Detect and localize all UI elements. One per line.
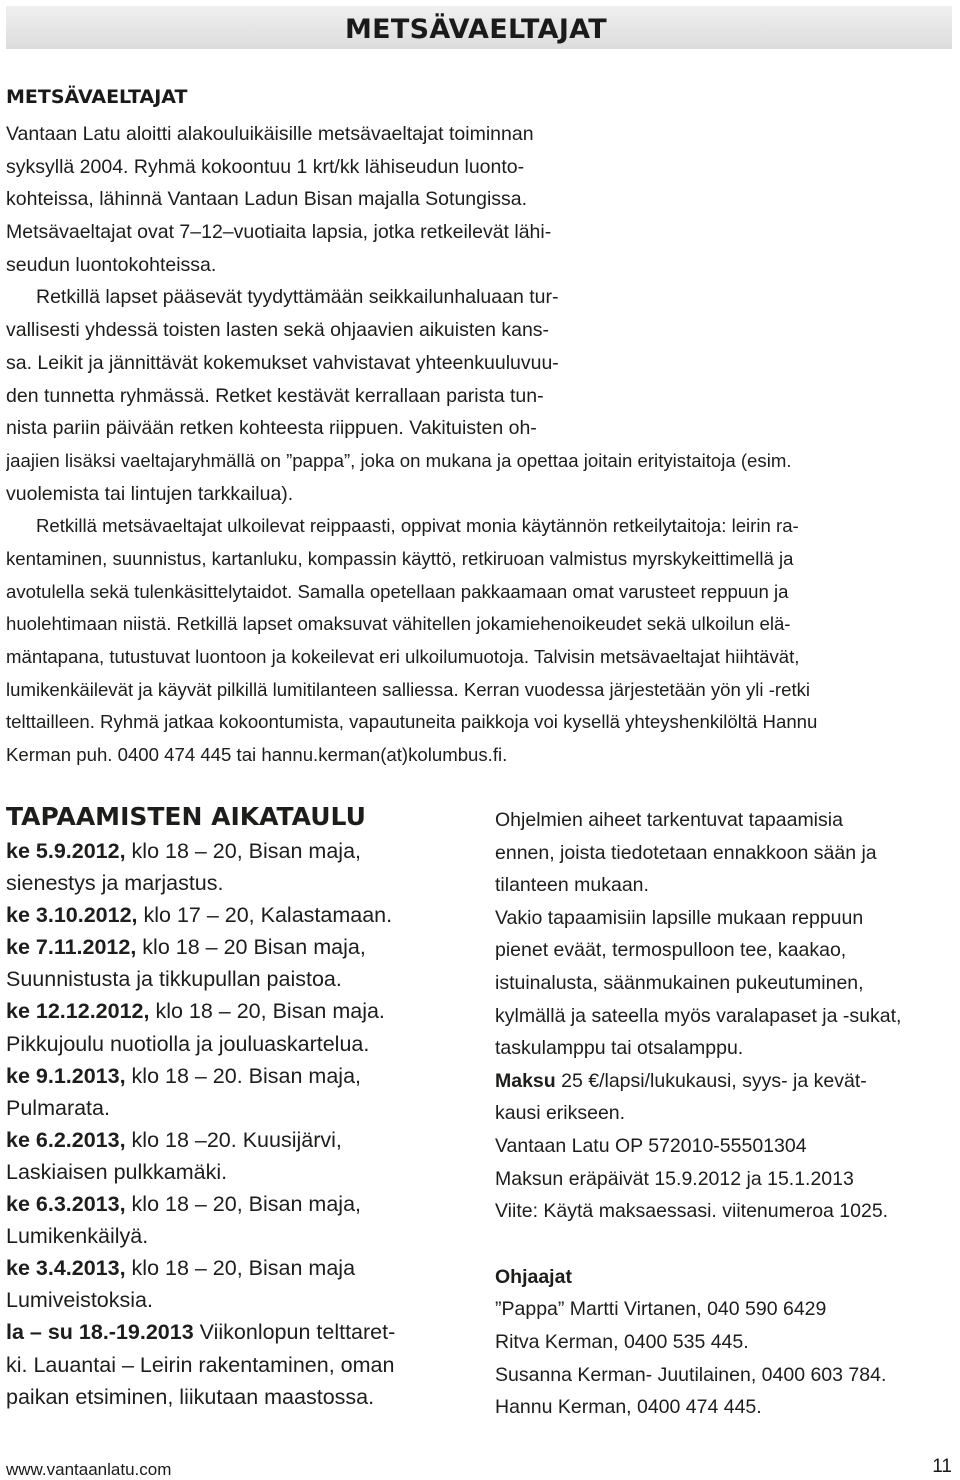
info-column (495, 804, 955, 1424)
schedule-date: ke 3.4.2013, (6, 1256, 126, 1281)
intro-line: Retkillä metsävaeltajat ulkoilevat reippaasti, oppivat monia käytännön retkeilytaitoja: leirin ra- (36, 515, 799, 537)
info-line (495, 1163, 955, 1196)
leaders-title (495, 1261, 955, 1294)
info-line (495, 1032, 955, 1065)
info-line (495, 934, 955, 967)
schedule-line (6, 1092, 466, 1124)
info-text: Ohjelmien aiheet tarkentuvat tapaamisia (495, 809, 843, 831)
info-line (495, 1097, 955, 1130)
schedule-line (6, 931, 466, 963)
info-text: istuinalusta, säänmukainen pukeutuminen, (495, 971, 864, 994)
info-label: Maksu (495, 1069, 556, 1092)
info-line (495, 837, 955, 870)
info-text: 25 €/lapsi/lukukausi, syys- ja kevät- (555, 1069, 867, 1092)
schedule-line (6, 1349, 466, 1381)
schedule-text: klo 18 – 20, Bisan maja (125, 1256, 356, 1281)
section-title: METSÄVAELTAJAT (6, 86, 188, 108)
intro-line: mäntapana, tutustuvat luontoon ja kokeilevat eri ulkoilumuotoja. Talvisin metsävaeltajat hiihtävät, (6, 646, 800, 667)
schedule-text: Suunnistusta ja tikkupullan paistoa. (6, 967, 342, 992)
schedule-date: ke 7.11.2012, (6, 935, 137, 960)
intro-line: telttailleen. Ryhmä jatkaa kokoontumista, vapautuneita paikkoja voi kysellä yhteyshenkilöltä Hannu (6, 711, 818, 733)
schedule-date: ke 12.12.2012, (6, 999, 150, 1024)
schedule-text: paikan etsiminen, liikutaan maastossa. (6, 1384, 375, 1409)
intro-line: sa. Leikit ja jännittävät kokemukset vahvistavat yhteenkuuluvuu- (6, 351, 559, 374)
schedule-line (6, 1252, 466, 1284)
schedule-line (6, 899, 466, 931)
intro-line: kentaminen, suunnistus, kartanluku, kompassin käyttö, retkiruoan valmistus myrskykeittimellä ja (6, 547, 794, 569)
schedule-text: Pulmarata. (6, 1095, 110, 1120)
schedule-line (6, 1284, 466, 1316)
info-line (495, 1130, 955, 1163)
schedule-date: ke 9.1.2013, (6, 1063, 126, 1088)
intro-line: vuolemista tai lintujen tarkkailua). (6, 482, 294, 505)
schedule-line (6, 1316, 466, 1348)
schedule-title: TAPAAMISTEN AIKATAULU (6, 802, 366, 831)
info-text: Vakio tapaamisiin lapsille mukaan reppuun (495, 906, 864, 929)
intro-line: Kerman puh. 0400 474 445 tai hannu.kerman(at)kolumbus.fi. (6, 744, 508, 766)
schedule-text: klo 18 – 20. Bisan maja, (125, 1063, 362, 1088)
schedule-line (6, 995, 466, 1027)
intro-line: Metsävaeltajat ovat 7–12–vuotiaita lapsia, jotka retkeilevät lähi- (6, 221, 552, 244)
schedule-date: ke 6.2.2013, (6, 1127, 126, 1152)
schedule-line (6, 1156, 466, 1188)
info-text: Maksun eräpäivät 15.9.2012 ja 15.1.2013 (495, 1167, 854, 1190)
info-line (495, 804, 955, 837)
intro-line: Vantaan Latu aloitti alakouluikäisille metsävaeltajat toiminnan (6, 123, 534, 145)
intro-line: seudun luontokohteissa. (6, 253, 217, 276)
info-line (495, 1195, 955, 1228)
info-line (495, 1065, 955, 1098)
info-text: kausi erikseen. (495, 1102, 626, 1125)
schedule-text: Pikkujoulu nuotiolla ja jouluaskartelua. (6, 1031, 370, 1056)
schedule-line (6, 1060, 466, 1092)
leaders-title-text: Ohjaajat (495, 1265, 572, 1288)
info-text: kylmällä ja sateella myös varalapaset ja -sukat, (495, 1004, 902, 1027)
schedule-text: ki. Lauantai – Leirin rakentaminen, oman (6, 1352, 395, 1377)
info-text: ennen, joista tiedotetaan ennakkoon sään ja (495, 841, 877, 864)
schedule-text: klo 17 – 20, Kalastamaan. (137, 903, 393, 928)
schedule-text: klo 18 – 20, Bisan maja. (149, 999, 385, 1024)
info-text: taskulamppu tai otsalamppu. (495, 1037, 744, 1060)
schedule-text: klo 18 – 20, Bisan maja, (125, 839, 362, 863)
info-text: Viite: Käytä maksaessasi. viitenumeroa 1025. (495, 1200, 889, 1223)
info-text: pienet eväät, termospulloon tee, kaakao, (495, 939, 847, 962)
intro-line: Retkillä lapset pääsevät tyydyttämään seikkailunhaluaan tur- (36, 286, 559, 309)
schedule-column (6, 799, 466, 1413)
intro-line: avotulella sekä tulenkäsittelytaidot. Samalla opetellaan pakkaamaan omat varusteet reppuun ja (6, 580, 789, 602)
page-number: 11 (932, 1456, 952, 1477)
leader-line: Susanna Kerman- Juutilainen, 0400 603 784. (495, 1363, 887, 1386)
schedule-text: klo 18 – 20 Bisan maja, (136, 935, 366, 960)
intro-line: kohteissa, lähinnä Vantaan Ladun Bisan majalla Sotungissa. (6, 188, 528, 211)
schedule-line (6, 867, 466, 899)
schedule-line (6, 963, 466, 995)
schedule-line (6, 1381, 466, 1413)
intro-line: nista pariin päivään retken kohteesta riippuen. Vakituisten oh- (6, 417, 537, 440)
intro-line: lumikenkäilevät ja käyvät pilkillä lumitilanteen salliessa. Kerran vuodessa järjestetään yön yli -retki (6, 678, 811, 700)
schedule-text: klo 18 – 20, Bisan maja, (125, 1192, 362, 1217)
intro-line: syksyllä 2004. Ryhmä kokoontuu 1 krt/kk lähiseudun luonto- (6, 155, 525, 178)
intro-line: jaajien lisäksi vaeltajaryhmällä on ”pappa”, joka on mukana ja opettaa joitain erityistaitoja (esim. (6, 449, 792, 471)
schedule-text: Lumiveistoksia. (6, 1288, 153, 1313)
schedule-text: Lumikenkäilyä. (6, 1224, 149, 1249)
schedule-text: Laskiaisen pulkkamäki. (6, 1159, 228, 1184)
schedule-text: Viikonlopun telttaret- (193, 1320, 396, 1345)
schedule-line (6, 835, 466, 867)
leader-line: Hannu Kerman, 0400 474 445. (495, 1396, 762, 1419)
info-line (495, 902, 955, 935)
page-title: METSÄVAELTAJAT (344, 14, 607, 45)
info-text: Vantaan Latu OP 572010-55501304 (495, 1134, 807, 1157)
intro-line: huolehtimaan niistä. Retkillä lapset omaksuvat vähitellen jokamiehenoikeudet sekä ulkoilun elä- (6, 613, 791, 635)
info-line (495, 1000, 955, 1033)
intro-line: vallisesti yhdessä toisten lasten sekä ohjaavien aikuisten kans- (6, 319, 550, 342)
info-line (495, 967, 955, 1000)
schedule-date: ke 3.10.2012, (6, 903, 138, 928)
schedule-text: sienestys ja marjastus. (6, 871, 224, 896)
schedule-text: klo 18 –20. Kuusijärvi, (125, 1127, 342, 1152)
info-line (495, 869, 955, 902)
info-text: tilanteen mukaan. (495, 874, 649, 897)
footer-url: www.vantaanlatu.com (6, 1460, 172, 1479)
intro-text (6, 118, 954, 772)
intro-line: den tunnetta ryhmässä. Retket kestävät kerrallaan parista tun- (6, 384, 544, 407)
schedule-line (6, 1220, 466, 1252)
schedule-line (6, 1028, 466, 1060)
leader-line: Ritva Kerman, 0400 535 445. (495, 1330, 749, 1353)
schedule-line (6, 1188, 466, 1220)
schedule-date: ke 6.3.2013, (6, 1192, 126, 1217)
schedule-date: la – su 18.-19.2013 (6, 1320, 194, 1345)
schedule-date: ke 5.9.2012, (6, 839, 126, 863)
leader-line: ”Pappa” Martti Virtanen, 040 590 6429 (495, 1298, 827, 1321)
schedule-line (6, 1124, 466, 1156)
